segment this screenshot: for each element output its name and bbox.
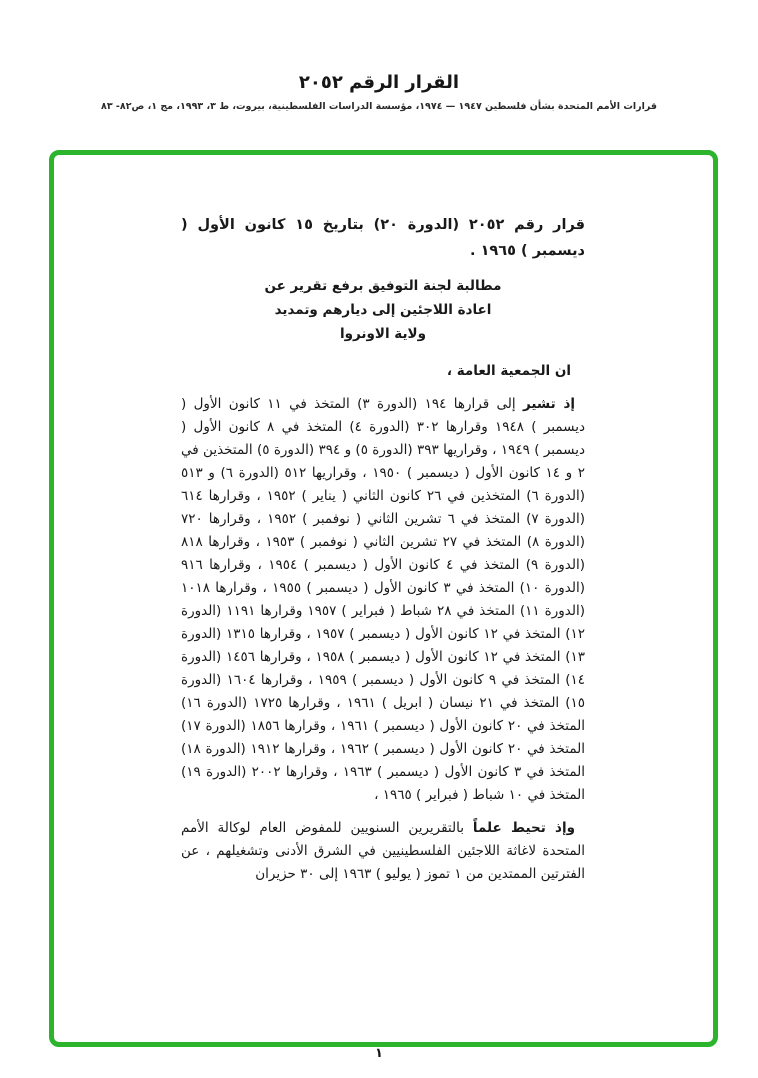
resolution-paragraph-1 (181, 393, 585, 807)
paragraph-1-lead: إذ تشير (522, 396, 576, 412)
resolution-heading: قرار رقم ٢٠٥٢ (الدورة ٢٠) بتاريخ ١٥ كانون الأول ( ديسمبر ) ١٩٦٥ . (181, 217, 586, 259)
paragraph-1-body: إلى قرارها ١٩٤ (الدورة ٣) المتخذ في ١١ كانون الأول ( ديسمبر ) ١٩٤٨ وقرارها ٣٠٢ (الدورة ٤) المتخذ في ٨ كانون الأول ( ديسمبر ) ١٩٤٩ ، وقراريها ٣٩٣ (الدورة ٥) و ٣٩٤ (الدورة ٥) المتخذين في ٢ و ١٤ كانون الأول ( ديسمبر ) ١٩٥٠ ، وقراريها ٥١٢ (الدورة ٦) و ٥١٣ (الدورة ٦) المتخذين في ٢٦ كانون الثاني ( يناير ) ١٩٥٢ ، وقرارها ٦١٤ (الدورة ٧) المتخذ في ٦ تشرين الثاني ( نوفمبر ) ١٩٥٢ ، وقرارها ٧٢٠ (الدورة ٨) المتخذ في ٢٧ تشرين الثاني ( نوفمبر ) ١٩٥٣ ، وقرارها ٨١٨ (الدورة ٩) المتخذ في ٤ كانون الأول ( ديسمبر ) ١٩٥٤ ، وقرارها ٩١٦ (الدورة ١٠) المتخذ في ٣ كانون الأول ( ديسمبر ) ١٩٥٥ ، وقرارها ١٠١٨ (الدورة ١١) المتخذ في ٢٨ شباط ( فبراير ) ١٩٥٧ وقرارها ١١٩١ (الدورة ١٢) المتخذ في ١٢ كانون الأول ( ديسمبر ) ١٩٥٧ ، وقرارها ١٣١٥ (الدورة ١٣) المتخذ في ١٢ كانون الأول ( ديسمبر ) ١٩٥٨ ، وقرارها ١٤٥٦ (الدورة ١٤) المتخذ في ٩ كانون الأول ( ديسمبر ) ١٩٥٩ ، وقرارها ١٦٠٤ (الدورة ١٥) المتخذ في ٢١ نيسان ( ابريل ) ١٩٦١ ، وقرارها ١٧٢٥ (الدورة ١٦) المتخذ في ٢٠ كانون الأول ( ديسمبر ) ١٩٦١ ، وقرارها ١٨٥٦ (الدورة ١٧) المتخذ في ٢٠ كانون الأول ( ديسمبر ) ١٩٦٢ ، وقرارها ١٩١٢ (الدورة ١٨) المتخذ في ٣ كانون الأول ( ديسمبر ) ١٩٦٣ ، وقرارها ٢٠٠٢ (الدورة ١٩) المتخذ في ١٠ شباط ( فبراير ) ١٩٦٥ ، (181, 396, 586, 803)
page-footer (0, 1042, 758, 1061)
page-title: القرار الرقم ٢٠٥٢ (298, 72, 460, 93)
subject-line-2: اعادة اللاجئين إلى ديارهم وتمديد (274, 302, 492, 318)
resolution-subject (181, 274, 585, 346)
source-citation: قرارات الأمم المتحدة بشأن فلسطين ١٩٤٧ — ١٩٧٤، مؤسسة الدراسات الفلسطينية، بيروت، ط ٣، ١٩٩٣، مج ١، ص٨٢- ٨٣ (101, 101, 657, 112)
resolution-text (181, 212, 585, 886)
green-frame (49, 150, 718, 1047)
subject-line-1: مطالبة لجنة التوفيق برفع تقرير عن (264, 278, 502, 294)
paragraph-2-lead: وإذ تحيط علماً (472, 820, 575, 836)
page-number: ١ (375, 1046, 383, 1061)
subject-line-3: ولاية الاونروا (340, 326, 426, 342)
page-header (0, 72, 758, 112)
paragraph-2-body: بالتقريرين السنويين للمفوض العام لوكالة الأمم المتحدة لاغاثة اللاجئين الفلسطينيين في الشرق الأدنى وتشغيلهم ، عن الفترتين الممتدين من ١ تموز ( يوليو ) ١٩٦٣ إلى ٣٠ حزيران (181, 820, 585, 882)
resolution-opening: ان الجمعية العامة ، (446, 363, 571, 379)
resolution-paragraph-2 (181, 817, 585, 886)
